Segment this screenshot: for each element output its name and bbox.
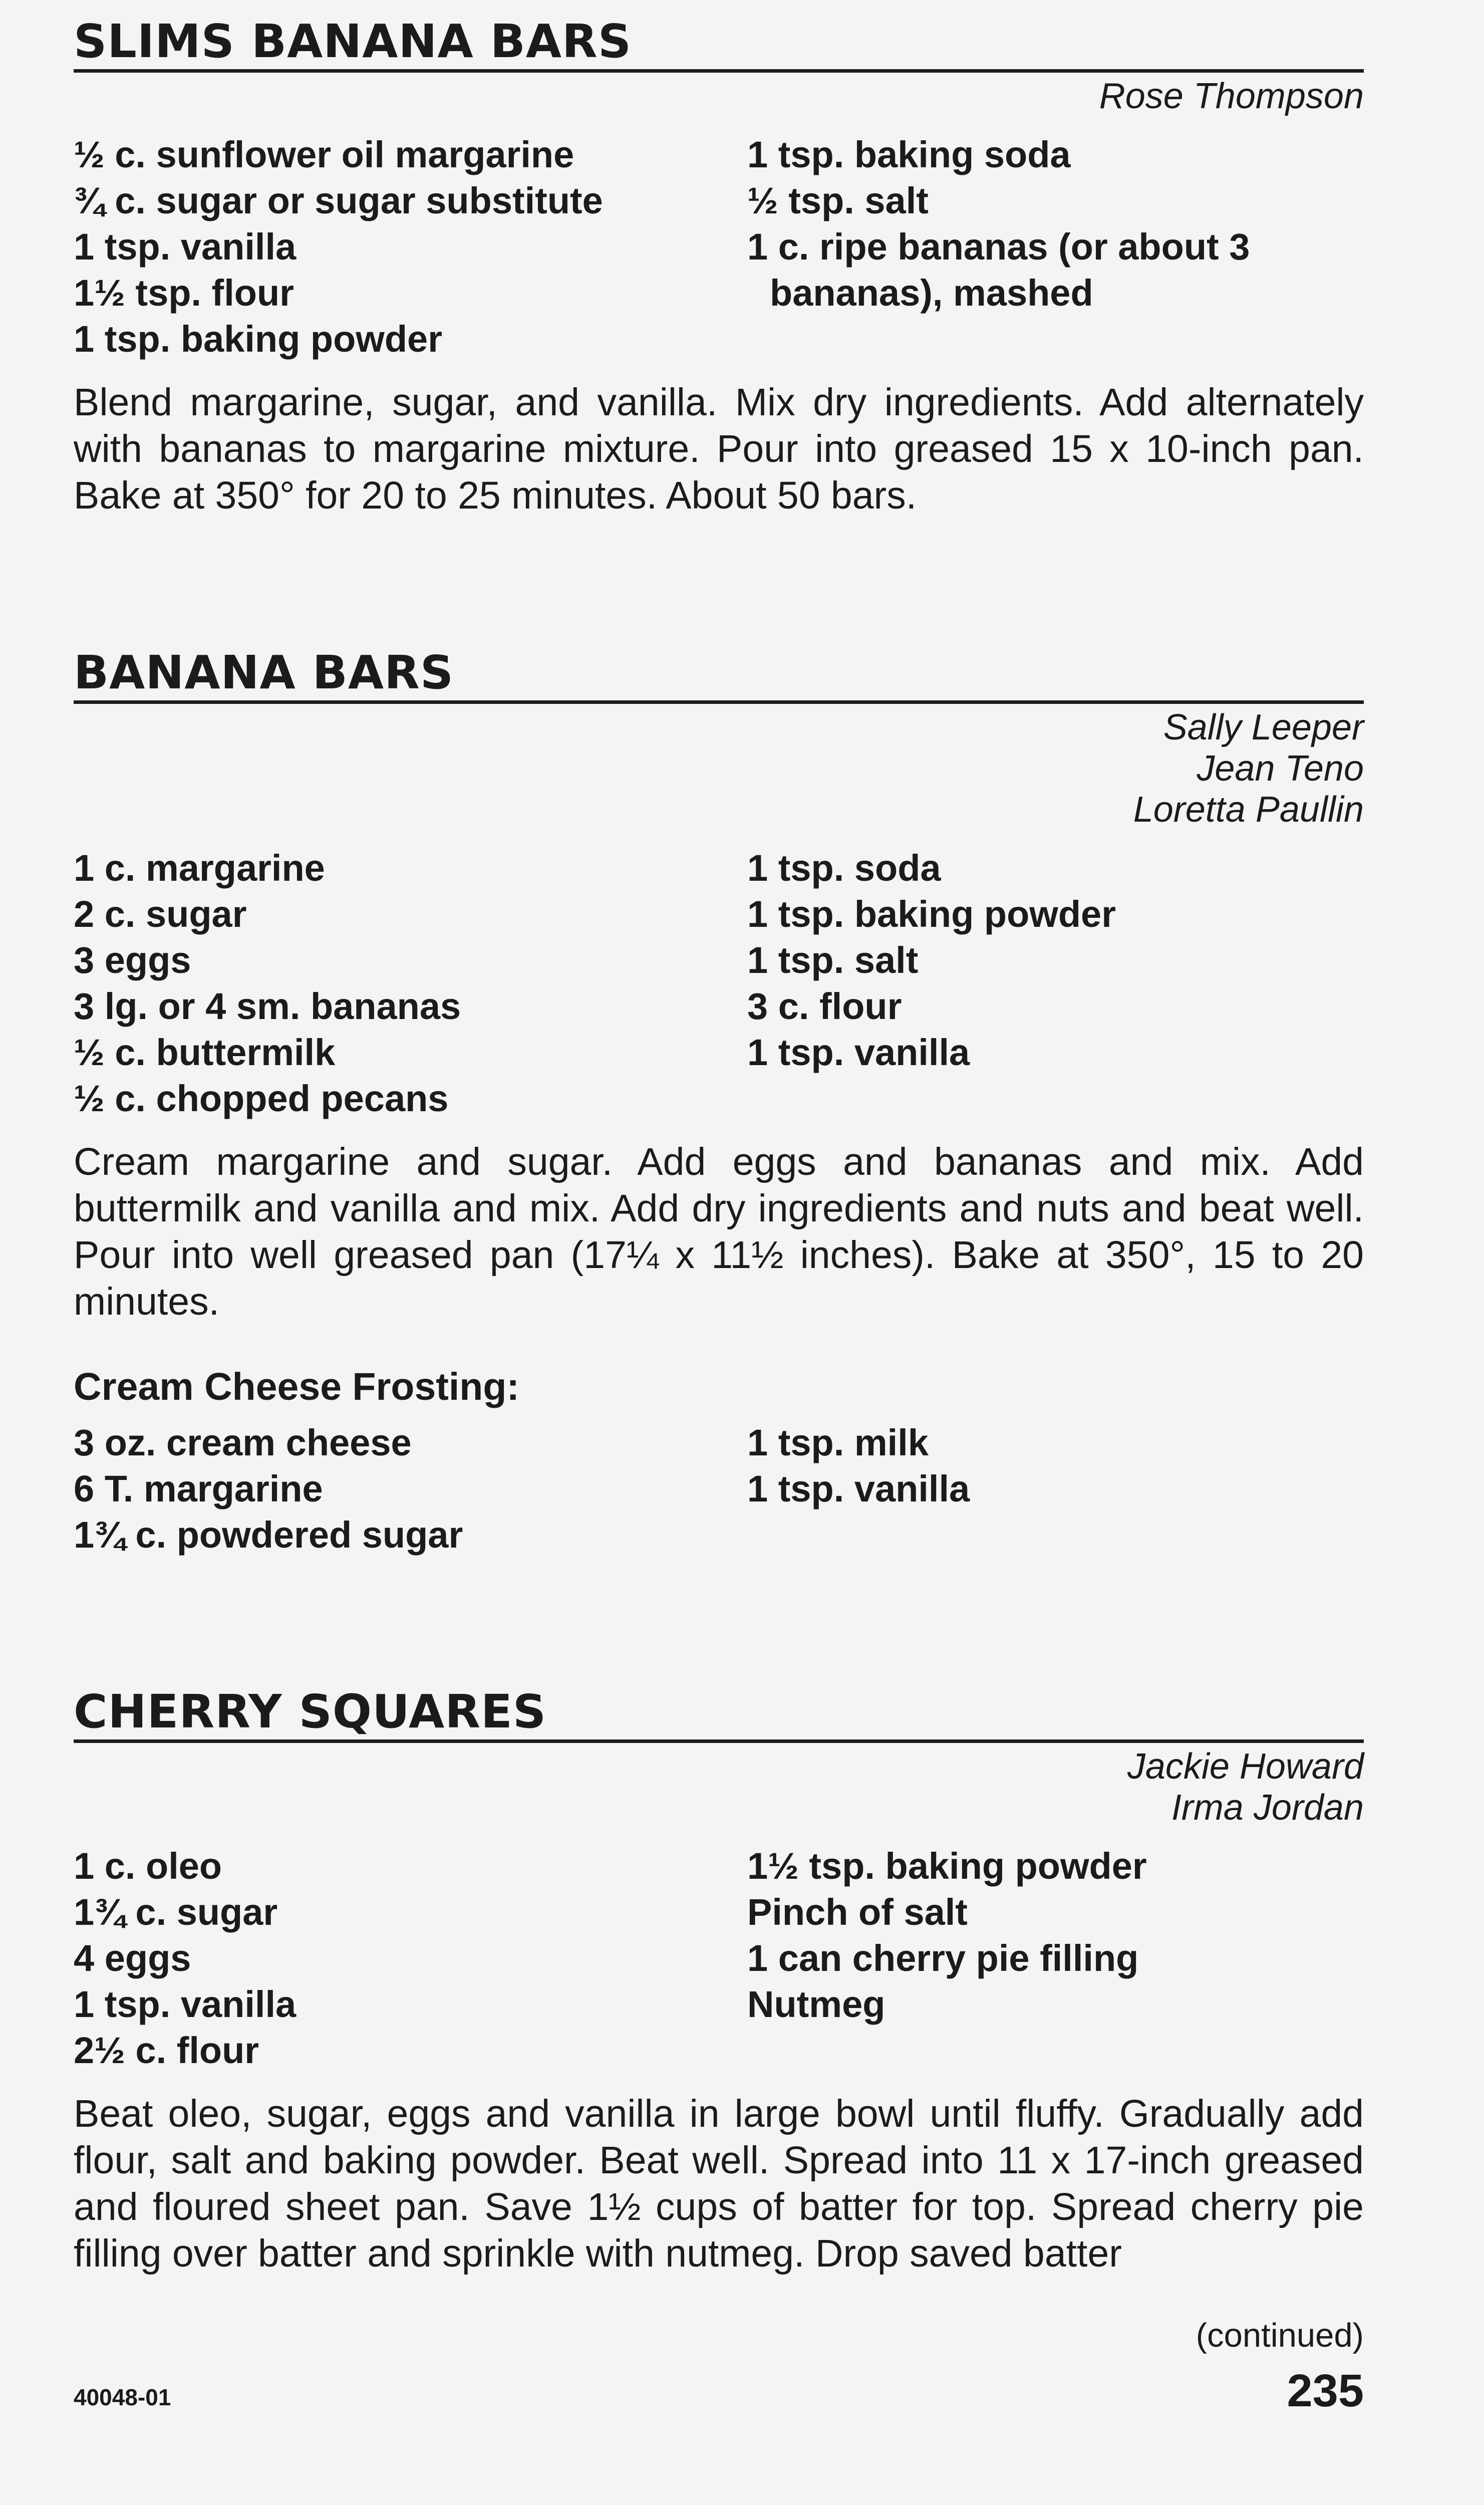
recipe-instructions: Beat oleo, sugar, eggs and vanilla in large bowl until fluffy. Gradually add flour, salt and baking powder. Beat well. Spread into 11 x 17-inch greased and floured sheet pan. Save 1½ cups of batter for top. Spread cherry pie filling over batter and sprinkle with nutmeg. Drop saved batter (74, 2092, 1364, 2275)
ingredient: bananas), mashed (770, 272, 1093, 314)
ingredient: 2½ c. flour (74, 2030, 259, 2071)
ingredient: 1½ tsp. flour (74, 272, 294, 314)
ingredient: 1 c. margarine (74, 847, 325, 889)
recipe-slims-banana-bars (74, 14, 1364, 558)
ingredient: Pinch of salt (747, 1891, 968, 1933)
ingredients (74, 1843, 1364, 2074)
continued-note: (continued) (1196, 2317, 1364, 2354)
frosting-right (747, 1420, 1364, 1558)
recipe-instructions: Cream margarine and sugar. Add eggs and bananas and mix. Add buttermilk and vanilla and mix. Add dry ingredients and nuts and beat well. Pour into well greased pan (17¼ x 11½ inches). Bake at 350°, 15 to 20 minutes. (74, 1140, 1364, 1323)
ingredient: 1 tsp. baking powder (74, 318, 442, 360)
ingredients-right (747, 845, 1364, 1122)
recipe-title: SLIMS BANANA BARS (74, 14, 1364, 73)
ingredients-right (747, 1843, 1364, 2074)
ingredients (74, 845, 1364, 1122)
ingredients-right (747, 132, 1364, 362)
recipe-banana-bars (74, 645, 1364, 1558)
ingredients-left (74, 132, 747, 362)
author: Rose Thompson (1099, 76, 1364, 116)
ingredient: 1½ tsp. baking powder (747, 1845, 1147, 1887)
ingredient: 1 tsp. vanilla (747, 1032, 970, 1073)
ingredient: 1 tsp. vanilla (747, 1468, 970, 1510)
recipe-authors (74, 76, 1364, 117)
page-number: 235 (1287, 2365, 1364, 2416)
recipe-cherry-squares (74, 1684, 1364, 2356)
ingredient: ½ c. chopped pecans (74, 1078, 449, 1119)
ingredient: 1¾ c. sugar (74, 1891, 278, 1933)
frosting-ingredients (74, 1420, 1364, 1558)
recipe-title: BANANA BARS (74, 645, 1364, 704)
recipe-authors (74, 707, 1364, 830)
ingredient: 1 tsp. milk (747, 1422, 929, 1463)
ingredient: 1 tsp. vanilla (74, 1983, 296, 2025)
ingredient: 1 can cherry pie filling (747, 1937, 1139, 1979)
ingredient: 2 c. sugar (74, 893, 247, 935)
ingredient: ½ tsp. salt (747, 180, 929, 221)
ingredient: 6 T. margarine (74, 1468, 323, 1510)
ingredient: 1 tsp. soda (747, 847, 941, 889)
ingredients (74, 132, 1364, 362)
author: Jackie Howard (1127, 1746, 1364, 1787)
ingredient: 3 eggs (74, 939, 191, 981)
ingredient: 1 c. oleo (74, 1845, 222, 1887)
author: Irma Jordan (1171, 1788, 1364, 1828)
ingredient: 3 oz. cream cheese (74, 1422, 412, 1463)
ingredient: 1 c. ripe bananas (or about 3 (747, 226, 1250, 268)
footer-code: 40048-01 (74, 2384, 171, 2410)
ingredient: 4 eggs (74, 1937, 191, 1979)
author: Sally Leeper (1163, 707, 1364, 747)
recipe-authors (74, 1746, 1364, 1828)
ingredient: 1 tsp. baking powder (747, 893, 1116, 935)
ingredients-left (74, 845, 747, 1122)
ingredients-left (74, 1843, 747, 2074)
recipe-title: CHERRY SQUARES (74, 1684, 1364, 1743)
ingredient: 3 c. flour (747, 985, 902, 1027)
author: Loretta Paullin (1133, 790, 1364, 830)
recipe-instructions: Blend margarine, sugar, and vanilla. Mix dry ingredients. Add alternately with bananas to margarine mixture. Pour into greased 15 x 10-inch pan. Bake at 350° for 20 to 25 minutes. About 50 bars. (74, 381, 1364, 517)
ingredient: 1¾ c. powdered sugar (74, 1514, 463, 1556)
ingredient: ½ c. sunflower oil margarine (74, 134, 574, 175)
ingredient: 1 tsp. baking soda (747, 134, 1071, 175)
frosting-title: Cream Cheese Frosting: (74, 1365, 520, 1408)
ingredient: 3 lg. or 4 sm. bananas (74, 985, 461, 1027)
ingredient: ¾ c. sugar or sugar substitute (74, 180, 603, 221)
ingredient: 1 tsp. vanilla (74, 226, 296, 268)
ingredient: ½ c. buttermilk (74, 1032, 336, 1073)
frosting-left (74, 1420, 747, 1558)
author: Jean Teno (1197, 748, 1364, 789)
ingredient: 1 tsp. salt (747, 939, 919, 981)
ingredient: Nutmeg (747, 1983, 885, 2025)
